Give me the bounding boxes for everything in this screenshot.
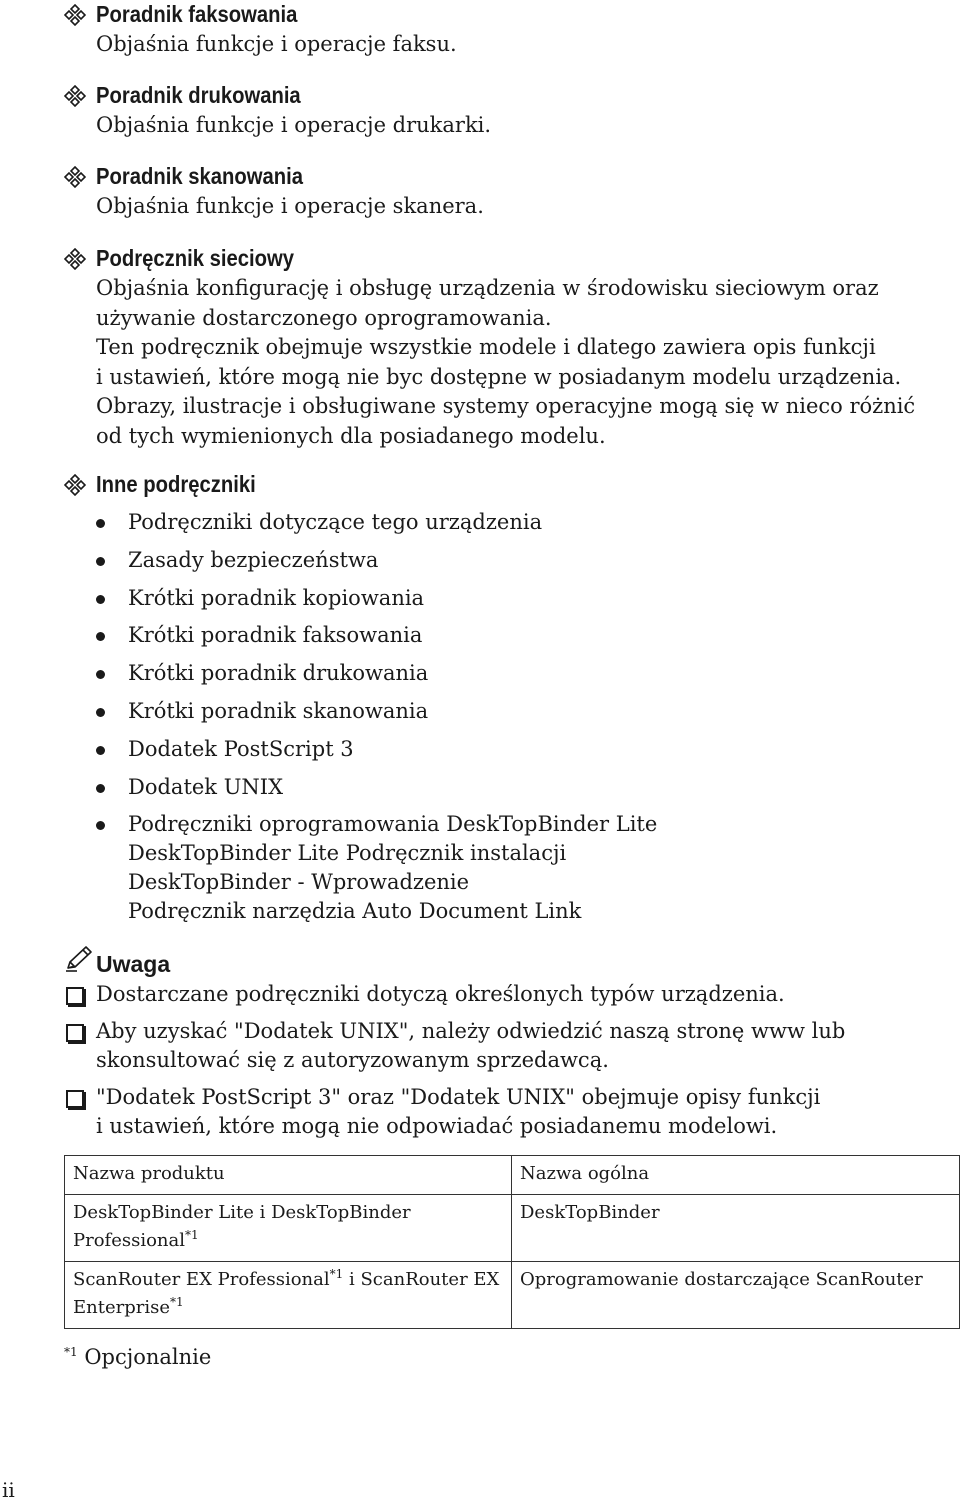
section-title: Inne podręczniki bbox=[96, 471, 256, 497]
bullet-dot-icon bbox=[96, 784, 105, 793]
note-item bbox=[64, 1017, 954, 1076]
list-item-text: Dodatek PostScript 3 bbox=[128, 736, 354, 761]
software-manual-line: DeskTopBinder - Wprowadzenie bbox=[128, 870, 470, 895]
section-text: Objaśnia funkcje i operacje faksu. bbox=[96, 32, 457, 56]
section-title-row bbox=[64, 0, 954, 30]
column-header: Nazwa ogólna bbox=[512, 1156, 960, 1195]
pencil-note-icon bbox=[64, 944, 94, 974]
footnote-mark: *1 bbox=[64, 1345, 78, 1359]
other-manuals-list bbox=[94, 508, 954, 935]
table-cell-general: DeskTopBinder bbox=[512, 1195, 960, 1262]
footnote-text: Opcjonalnie bbox=[77, 1345, 212, 1369]
section-text-line: używanie dostarczonego oprogramowania. bbox=[96, 305, 552, 330]
table-cell-product bbox=[65, 1262, 512, 1329]
note-text-line: skonsultować się z autoryzowanym sprzedawcą. bbox=[96, 1048, 609, 1072]
section-text: Objaśnia funkcje i operacje drukarki. bbox=[96, 113, 492, 137]
section-text-line: Objaśnia konfigurację i obsługę urządzenia w środowisku sieciowym oraz bbox=[96, 276, 879, 300]
checkbox-square-icon bbox=[66, 1024, 84, 1042]
product-name: Professional bbox=[73, 1230, 186, 1251]
diamond-bullet-icon bbox=[64, 85, 86, 107]
section-fax-guide bbox=[64, 0, 954, 60]
bullet-dot-icon bbox=[96, 670, 105, 679]
section-print-guide bbox=[64, 81, 954, 141]
note-header bbox=[64, 944, 364, 978]
checkbox-square-icon bbox=[66, 987, 84, 1005]
list-item bbox=[94, 773, 954, 802]
list-item-text: Dodatek UNIX bbox=[128, 774, 284, 799]
list-item bbox=[94, 697, 954, 726]
footnote-ref: *1 bbox=[185, 1228, 199, 1242]
table-cell-product bbox=[65, 1195, 512, 1262]
table-row bbox=[65, 1195, 960, 1262]
section-title-row bbox=[64, 470, 954, 500]
section-text-line: od tych wymienionych dla posiadanego modelu. bbox=[96, 423, 606, 448]
bullet-dot-icon bbox=[96, 821, 105, 830]
section-title: Poradnik skanowania bbox=[96, 163, 303, 189]
list-item-text: Krótki poradnik skanowania bbox=[128, 698, 429, 723]
footnote-ref: *1 bbox=[329, 1267, 344, 1281]
diamond-bullet-icon bbox=[64, 166, 86, 188]
software-manual-line: Podręczniki oprogramowania DeskTopBinder Lite bbox=[128, 812, 658, 837]
footnote-ref: *1 bbox=[170, 1295, 184, 1309]
section-text-line: i ustawień, które mogą nie byc dostępne w posiadanym modelu urządzenia. bbox=[96, 364, 902, 389]
product-line bbox=[73, 1227, 503, 1255]
section-title: Podręcznik sieciowy bbox=[96, 245, 294, 271]
table-cell-general: Oprogramowanie dostarczające ScanRouter bbox=[512, 1262, 960, 1329]
list-item bbox=[94, 621, 954, 650]
section-other-manuals bbox=[64, 470, 954, 500]
section-title: Poradnik faksowania bbox=[96, 1, 298, 27]
section-title-row bbox=[64, 244, 954, 274]
list-item-software bbox=[94, 810, 954, 926]
product-line bbox=[73, 1266, 503, 1294]
product-line: DeskTopBinder Lite i DeskTopBinder bbox=[73, 1202, 411, 1223]
checkbox-square-icon bbox=[66, 1090, 84, 1108]
bullet-dot-icon bbox=[96, 595, 105, 604]
list-item bbox=[94, 584, 954, 613]
page-number: ii bbox=[2, 1478, 15, 1502]
product-names-table bbox=[64, 1155, 960, 1329]
list-item-text: Zasady bezpieczeństwa bbox=[128, 547, 379, 572]
product-name-rest: i ScanRouter EX bbox=[343, 1269, 500, 1290]
diamond-bullet-icon bbox=[64, 248, 86, 270]
column-header: Nazwa produktu bbox=[65, 1156, 512, 1195]
bullet-dot-icon bbox=[96, 519, 105, 528]
note-text-line: i ustawień, które mogą nie odpowiadać posiadanemu modelowi. bbox=[96, 1114, 778, 1138]
section-scan-guide bbox=[64, 162, 954, 222]
note-item bbox=[64, 980, 954, 1010]
bullet-dot-icon bbox=[96, 708, 105, 717]
diamond-bullet-icon bbox=[64, 474, 86, 496]
list-item bbox=[94, 735, 954, 764]
note-title: Uwaga bbox=[96, 951, 171, 977]
footnote bbox=[64, 1342, 211, 1372]
note-list bbox=[64, 980, 954, 1149]
list-item bbox=[94, 508, 954, 537]
bullet-dot-icon bbox=[96, 746, 105, 755]
bullet-dot-icon bbox=[96, 632, 105, 641]
list-item-text: Krótki poradnik kopiowania bbox=[128, 585, 425, 610]
section-text-line: Obrazy, ilustracje i obsługiwane systemy operacyjne mogą się w nieco różnić bbox=[96, 394, 916, 418]
note-text-line: "Dodatek PostScript 3" oraz "Dodatek UNIX" obejmuje opisy funkcji bbox=[96, 1084, 821, 1109]
note-text-line: Aby uzyskać "Dodatek UNIX", należy odwiedzić naszą stronę www lub bbox=[96, 1018, 846, 1043]
list-item bbox=[94, 546, 954, 575]
section-text-line: Ten podręcznik obejmuje wszystkie modele i dlatego zawiera opis funkcji bbox=[96, 335, 876, 359]
section-network-guide bbox=[64, 244, 954, 451]
diamond-bullet-icon bbox=[64, 4, 86, 26]
section-title-row bbox=[64, 81, 954, 111]
section-title-row bbox=[64, 162, 954, 192]
table-header-row bbox=[65, 1156, 960, 1195]
software-manual-line: Podręcznik narzędzia Auto Document Link bbox=[128, 899, 582, 924]
product-name: ScanRouter EX Professional bbox=[73, 1269, 330, 1290]
table-row bbox=[65, 1262, 960, 1329]
list-item-text: Krótki poradnik faksowania bbox=[128, 623, 423, 648]
note-text-line: Dostarczane podręczniki dotyczą określonych typów urządzenia. bbox=[96, 982, 785, 1006]
product-line bbox=[73, 1294, 503, 1322]
list-item-text: Krótki poradnik drukowania bbox=[128, 661, 429, 686]
bullet-dot-icon bbox=[96, 557, 105, 566]
list-item bbox=[94, 659, 954, 688]
software-manual-line: DeskTopBinder Lite Podręcznik instalacji bbox=[128, 841, 567, 866]
product-name: Enterprise bbox=[73, 1297, 170, 1318]
section-title: Poradnik drukowania bbox=[96, 82, 301, 108]
note-item bbox=[64, 1083, 954, 1142]
list-item-text: Podręczniki dotyczące tego urządzenia bbox=[128, 510, 543, 534]
section-text: Objaśnia funkcje i operacje skanera. bbox=[96, 194, 484, 218]
